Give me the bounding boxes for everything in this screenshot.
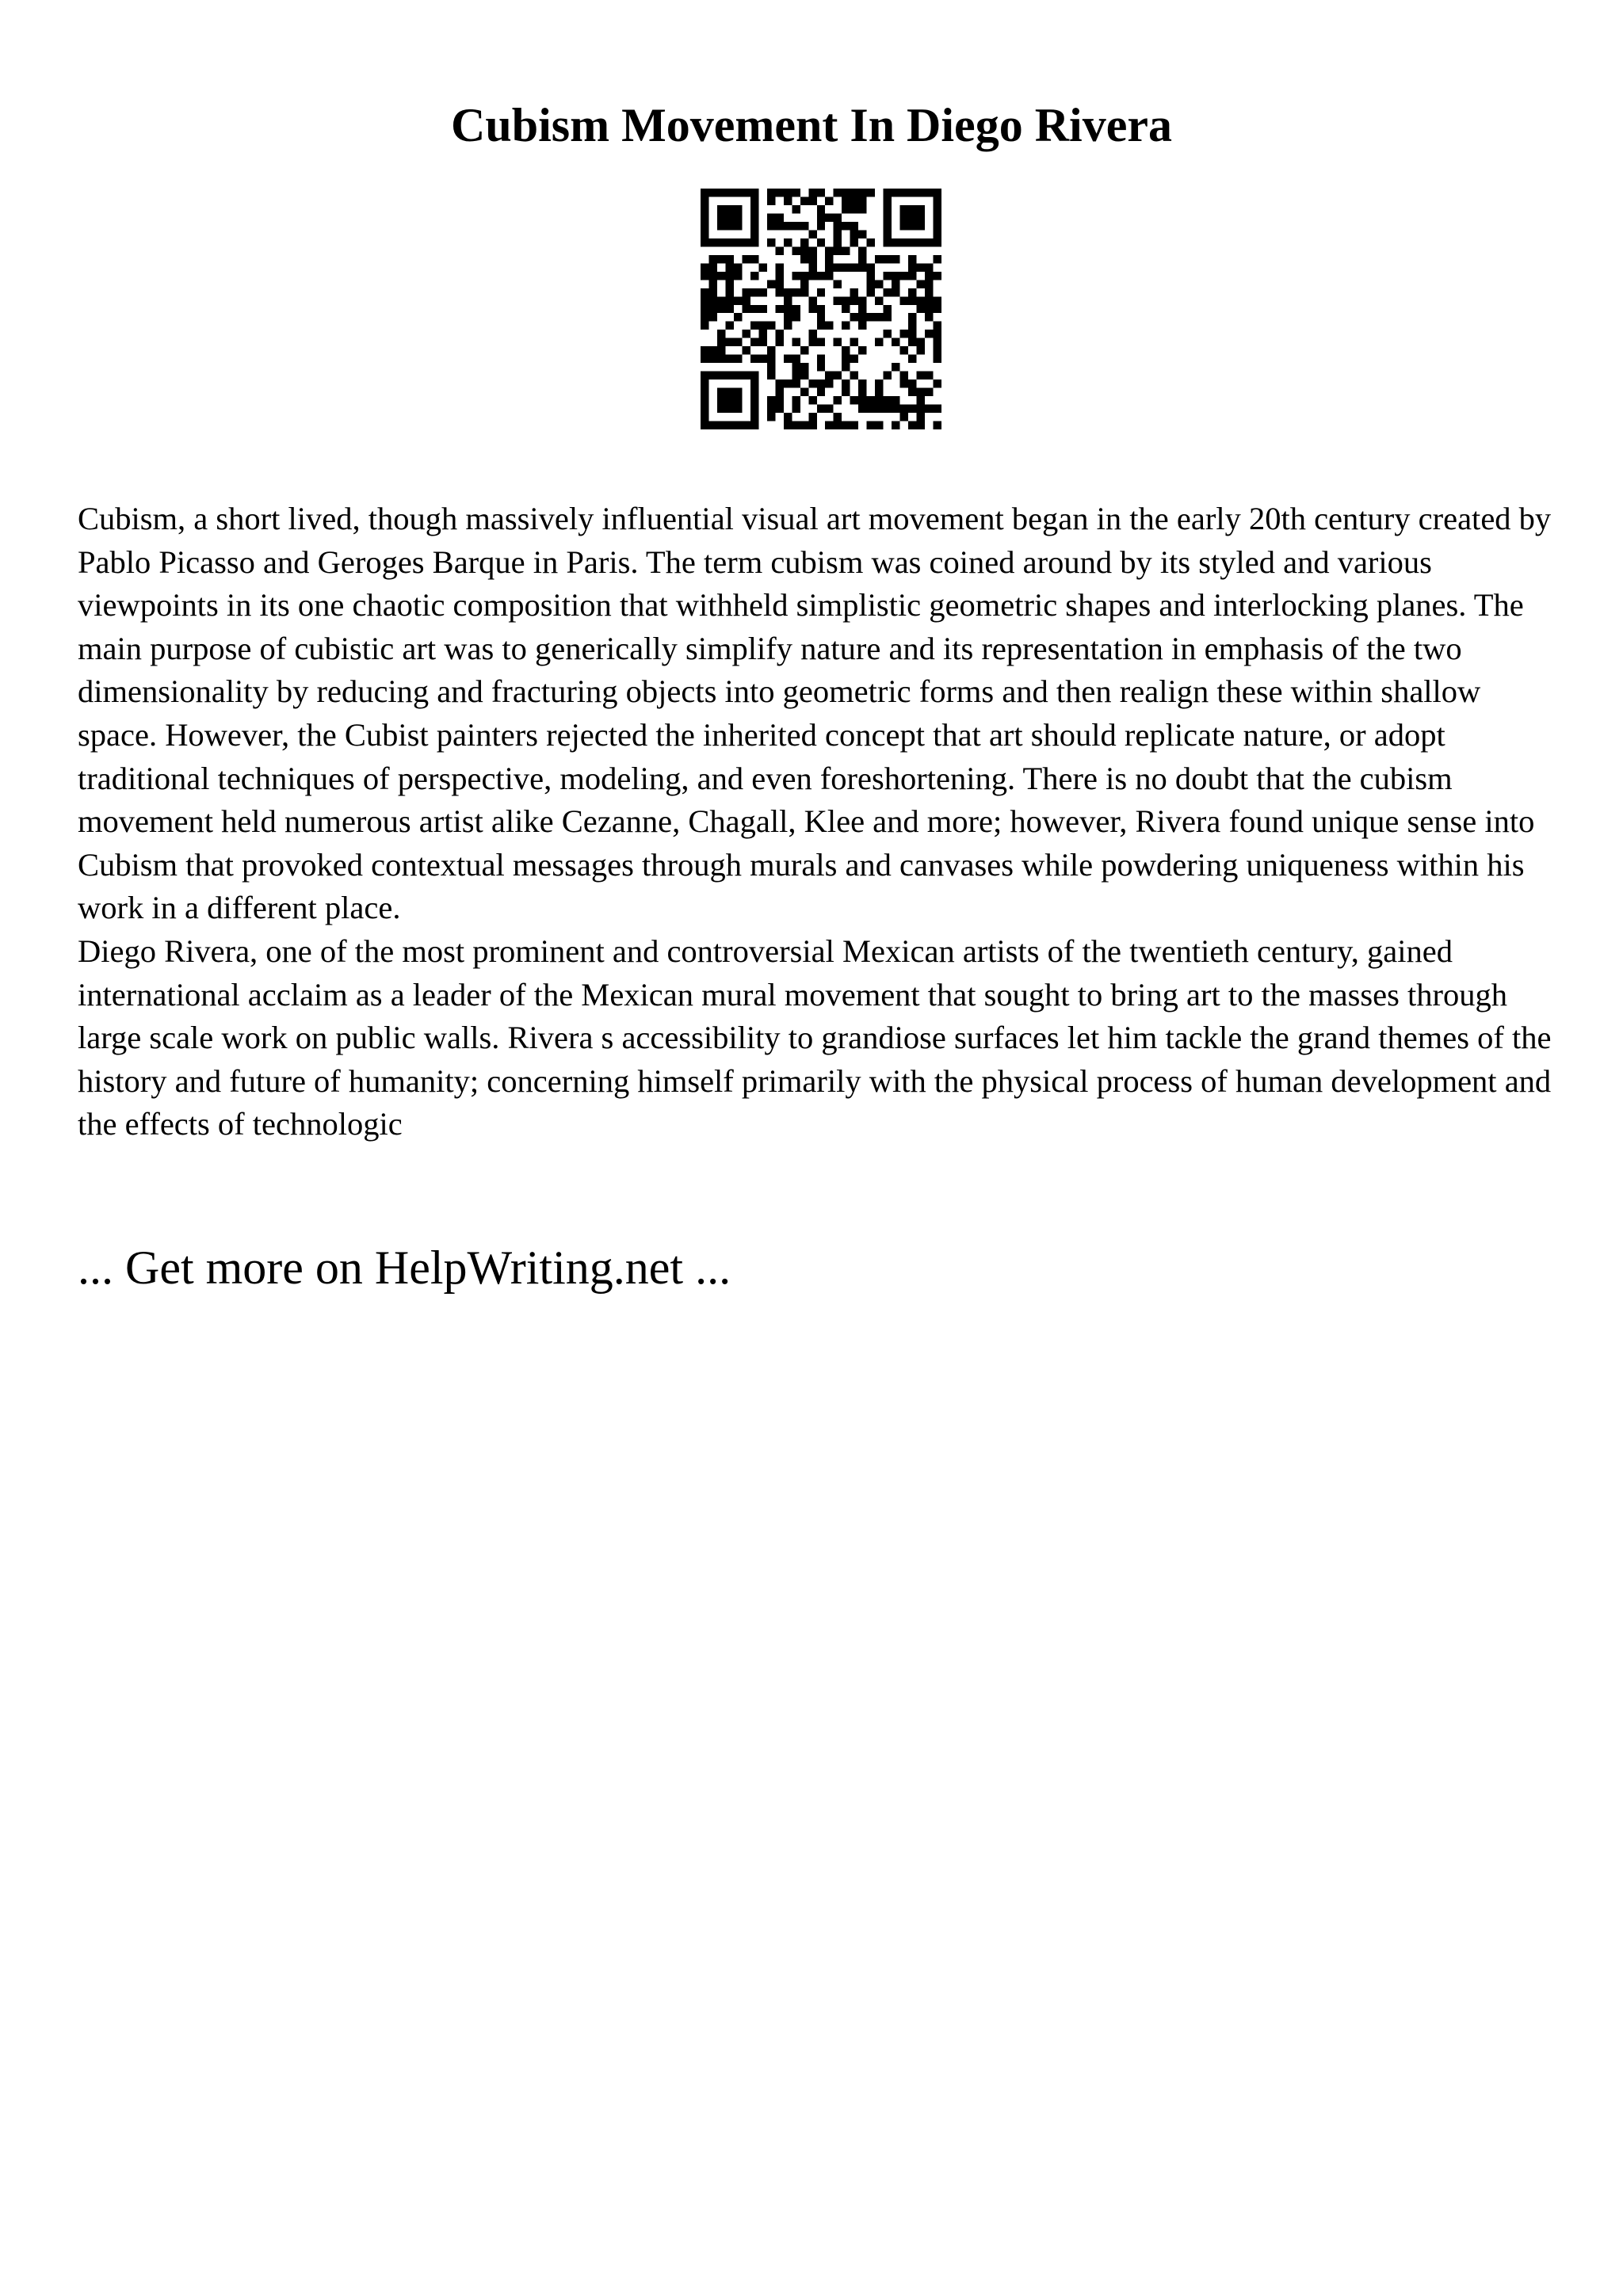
article-body	[78, 498, 1568, 1146]
paragraph: Diego Rivera, one of the most prominent and controversial Mexican artists of the twentieth century, gained international acclaim as a leader of the Mexican mural movement that sought to bring art to the masses through large scale work on public walls. Rivera s accessibility to grandiose surfaces let him tackle the grand themes of the history and future of humanity; concerning himself primarily with the physical process of human development and the effects of technologic	[78, 933, 1552, 1142]
get-more-link[interactable]: ... Get more on HelpWriting.net ...	[78, 1241, 731, 1294]
qr-code-icon[interactable]	[701, 189, 941, 429]
page-title: Cubism Movement In Diego Rivera	[451, 99, 1172, 151]
paragraph: Cubism, a short lived, though massively influential visual art movement began in the early 20th century created by Pablo Picasso and Geroges Barque in Paris. The term cubism was coined around by its styled and various viewpoints in its one chaotic composition that withheld simplistic geometric shapes and interlocking planes. The main purpose of cubistic art was to generically simplify nature and its representation in emphasis of the two dimensionality by reducing and fracturing objects into geometric forms and then realign these within shallow space. However, the Cubist painters rejected the inherited concept that art should replicate nature, or adopt traditional techniques of perspective, modeling, and even foreshortening. There is no doubt that the cubism movement held numerous artist alike Cezanne, Chagall, Klee and more; however, Rivera found unique sense into Cubism that provoked contextual messages through murals and canvases while powdering uniqueness within his work in a different place.	[78, 501, 1552, 926]
